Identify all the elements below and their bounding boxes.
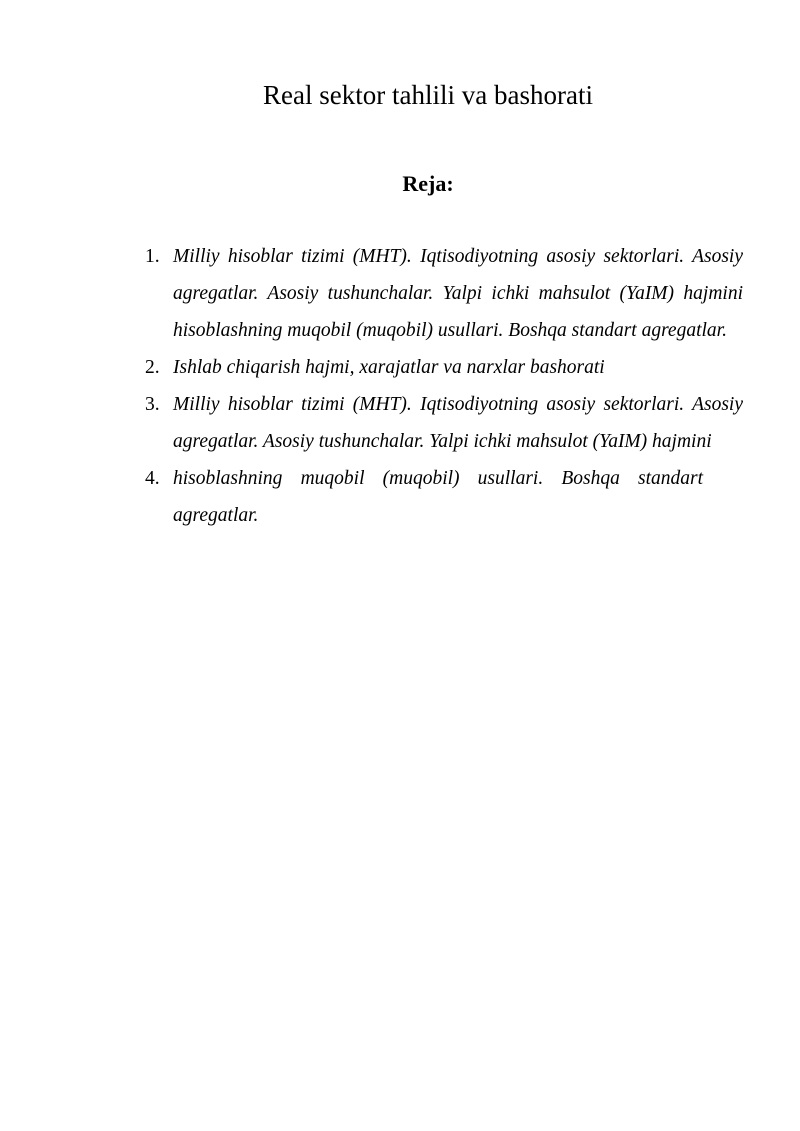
plan-item-1 bbox=[145, 238, 743, 349]
plan-item-4 bbox=[145, 460, 743, 534]
plan-item-text: hisoblashning muqobil (muqobil) usullari. Boshqa standart agregatlar. bbox=[173, 468, 703, 526]
plan-item-3 bbox=[145, 386, 743, 460]
plan-item-text: Milliy hisoblar tizimi (MHT). Iqtisodiyotning asosiy sektorlari. Asosiy agregatlar. Asosiy tushunchalar. Yalpi ichki mahsulot (YaIM) hajmini hisoblashning muqobil (muqobil) usullari. Boshqa standart agregatlar. bbox=[173, 246, 743, 341]
plan-item-text: Ishlab chiqarish hajmi, xarajatlar va narxlar bashorati bbox=[173, 357, 605, 378]
plan-item-number: 4. bbox=[145, 468, 160, 489]
plan-item-2 bbox=[145, 349, 743, 386]
plan-item-text: Milliy hisoblar tizimi (MHT). Iqtisodiyotning asosiy sektorlari. Asosiy agregatlar. Asosiy tushunchalar. Yalpi ichki mahsulot (YaIM) hajmini bbox=[173, 394, 743, 452]
plan-item-number: 3. bbox=[145, 394, 160, 415]
plan-heading: Reja: bbox=[402, 171, 454, 196]
document-title: Real sektor tahlili va bashorati bbox=[263, 80, 593, 110]
plan-list bbox=[145, 238, 743, 534]
plan-item-number: 2. bbox=[145, 357, 160, 378]
plan-item-number: 1. bbox=[145, 246, 160, 267]
